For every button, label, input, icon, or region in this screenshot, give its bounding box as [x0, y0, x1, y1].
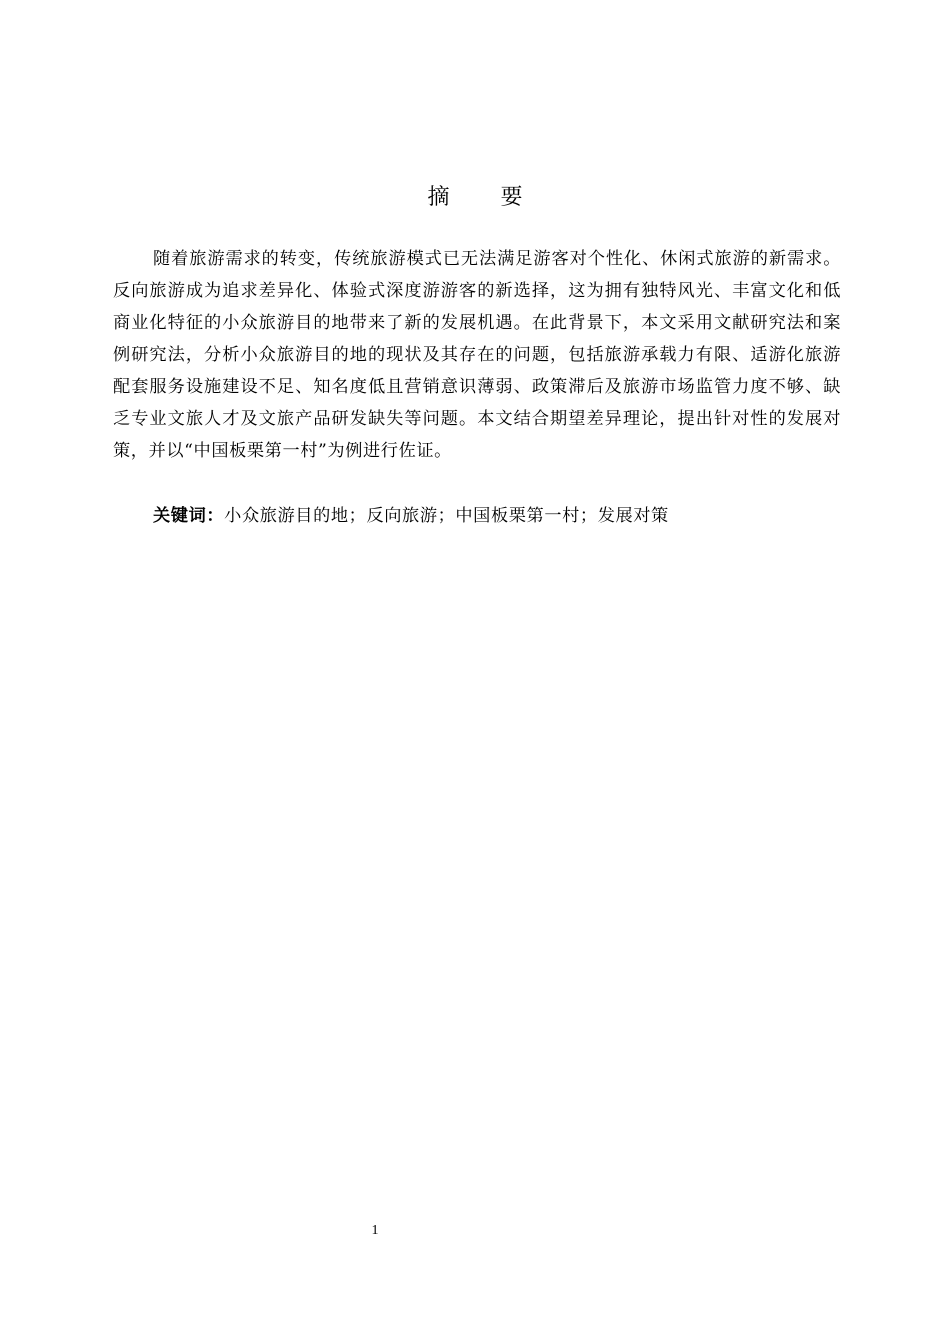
abstract-paragraph: 随着旅游需求的转变，传统旅游模式已无法满足游客对个性化、休闲式旅游的新需求。反向旅游成为追求差异化、体验式深度游游客的新选择，这为拥有独特风光、丰富文化和低商业化特征的小众旅游目的地带来了新的发展机遇。在此背景下，本文采用文献研究法和案例研究法，分析小众旅游目的地的现状及其存在的问题，包括旅游承载力有限、适游化旅游配套服务设施建设不足、知名度低且营销意识薄弱、政策滞后及旅游市场监管力度不够、缺乏专业文旅人才及文旅产品研发缺失等问题。本文结合期望差异理论，提出针对性的发展对策，并以“中国板栗第一村”为例进行佐证。 [113, 249, 841, 461]
keywords-label: 关键词： [153, 506, 225, 526]
abstract-title: 摘 要 [427, 185, 545, 210]
page-number: 1 [371, 1223, 379, 1238]
keywords-text: 小众旅游目的地；反向旅游；中国板栗第一村；发展对策 [224, 506, 669, 526]
keywords-line [153, 500, 843, 532]
